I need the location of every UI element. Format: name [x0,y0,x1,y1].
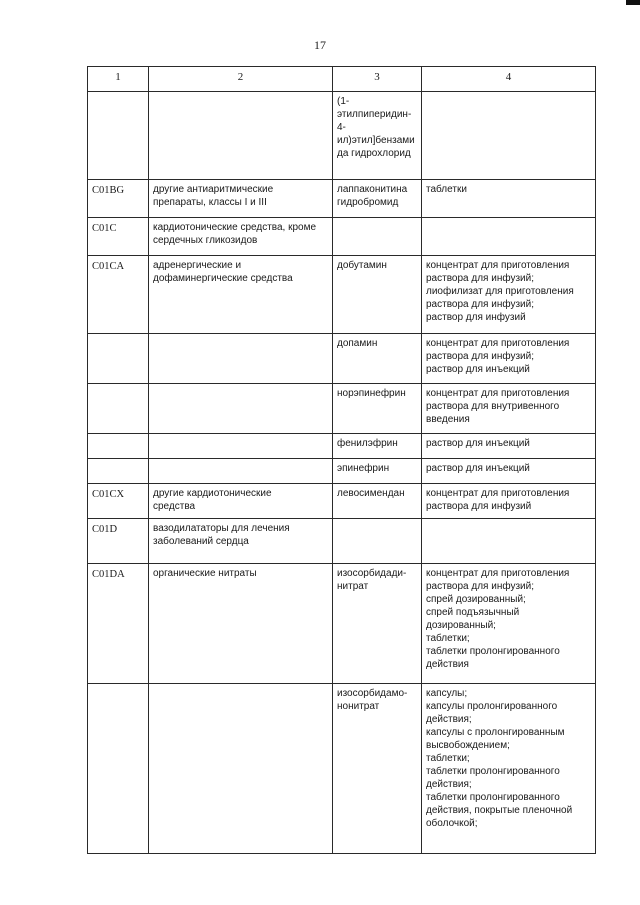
cell-text-line: оболочкой; [426,818,478,829]
dosage-form-cell [422,484,596,519]
cell-text-line: раствора для инфузий; [426,351,534,362]
cell-text-line: капсулы; [426,688,468,699]
cell-text-line: капсулы пролонгированного [426,701,558,712]
cell-text-line: адренергические и [153,260,242,271]
cell-text-line: раствора для инфузий; [426,273,534,284]
cell-text-line: фенилэфрин [337,438,398,449]
cell-text-line: нитрат [337,581,369,592]
atc-code-cell [88,459,149,484]
dosage-form-cell [422,218,596,256]
cell-text-line: вазодилататоры для лечения [153,523,290,534]
column-header: 4 [422,67,596,92]
dosage-form-cell [422,334,596,384]
column-header: 1 [88,67,149,92]
cell-text-line: раствора для внутривенного [426,401,560,412]
cell-text-line: спрей дозированный; [426,594,526,605]
substance-cell [333,484,422,519]
page-number: 17 [314,38,326,52]
cell-text-line: нонитрат [337,701,380,712]
atc-code-cell: C01DA [88,564,149,684]
cell-text-line: изосорбидади- [337,568,407,579]
group-name-cell [149,684,333,854]
substance-cell [333,459,422,484]
substance-cell [333,92,422,180]
group-name-cell [149,434,333,459]
cell-text-line: ил)этил]бензами [337,135,415,146]
cell-text-line: 4- [337,122,346,133]
cell-text-line: концентрат для приготовления [426,568,570,579]
table-row [88,459,596,484]
table-row [88,564,596,684]
dosage-form-cell [422,384,596,434]
header-row [88,67,596,92]
atc-code-cell [88,384,149,434]
cell-text-line: заболеваний сердца [153,536,249,547]
cell-text-line: действия; [426,714,472,725]
substance-cell [333,384,422,434]
cell-text-line: раствор для инфузий [426,312,526,323]
cell-text-line: этилпиперидин- [337,109,412,120]
substance-cell [333,519,422,564]
cell-text-line: допамин [337,338,378,349]
cell-text-line: таблетки; [426,633,470,644]
cell-text-line: таблетки [426,184,467,195]
atc-code-cell [88,684,149,854]
substance-cell [333,434,422,459]
table-row [88,334,596,384]
cell-text-line: капсулы с пролонгированным [426,727,565,738]
group-name-cell [149,92,333,180]
substance-cell [333,684,422,854]
cell-text-line: изосорбидамо- [337,688,408,699]
cell-text-line: раствор для инъекций [426,463,530,474]
cell-text-line: препараты, классы I и III [153,197,267,208]
atc-code-cell: C01C [88,218,149,256]
cell-text-line: введения [426,414,470,425]
cell-text-line: раствора для инфузий [426,501,532,512]
cell-text-line: таблетки пролонгированного [426,766,560,777]
cell-text-line: другие антиаритмические [153,184,274,195]
cell-text-line: гидробромид [337,197,399,208]
scan-corner-mark [626,0,640,5]
cell-text-line: добутамин [337,260,387,271]
cell-text-line: высвобождением; [426,740,510,751]
table-row [88,434,596,459]
cell-text-line: другие кардиотонические [153,488,272,499]
cell-text-line: лиофилизат для приготовления [426,286,574,297]
cell-text-line: раствор для инъекций [426,364,530,375]
cell-text-line: таблетки пролонгированного [426,792,560,803]
cell-text-line: действия, покрытые пленочной [426,805,573,816]
dosage-form-cell [422,256,596,334]
dosage-form-cell [422,92,596,180]
cell-text-line: левосимендан [337,488,405,499]
column-header: 2 [149,67,333,92]
group-name-cell [149,384,333,434]
dosage-form-cell [422,684,596,854]
cell-text-line: действия [426,659,469,670]
atc-code-cell: C01BG [88,180,149,218]
cell-text-line: таблетки пролонгированного [426,646,560,657]
atc-code-cell [88,92,149,180]
cell-text-line: раствора для инфузий; [426,581,534,592]
cell-text-line: спрей подъязычный [426,607,520,618]
substance-cell [333,564,422,684]
cell-text-line: средства [153,501,196,512]
cell-text-line: раствора для инфузий; [426,299,534,310]
cell-text-line: раствор для инъекций [426,438,530,449]
table-row [88,519,596,564]
cell-text-line: концентрат для приготовления [426,260,570,271]
atc-code-cell: C01CX [88,484,149,519]
table-row [88,218,596,256]
cell-text-line: (1- [337,96,350,107]
atc-code-cell [88,434,149,459]
cell-text-line: таблетки; [426,753,470,764]
dosage-form-cell [422,564,596,684]
group-name-cell [149,484,333,519]
table-row [88,92,596,180]
table-row [88,684,596,854]
cell-text-line: да гидрохлорид [337,148,411,159]
group-name-cell [149,334,333,384]
group-name-cell [149,519,333,564]
dosage-form-cell [422,459,596,484]
group-name-cell [149,218,333,256]
cell-text-line: норэпинефрин [337,388,406,399]
substance-cell [333,180,422,218]
table-row [88,484,596,519]
cell-text-line: органические нитраты [153,568,257,579]
cell-text-line: концентрат для приготовления [426,338,570,349]
group-name-cell [149,180,333,218]
table-body [88,92,596,854]
atc-code-cell [88,334,149,384]
cell-text-line: действия; [426,779,472,790]
group-name-cell [149,564,333,684]
dosage-form-cell [422,180,596,218]
cell-text-line: дофаминергические средства [153,273,293,284]
dosage-form-cell [422,434,596,459]
substance-cell [333,334,422,384]
cell-text-line: эпинефрин [337,463,390,474]
drug-classification-table [87,66,596,854]
cell-text-line: лаппаконитина [337,184,408,195]
dosage-form-cell [422,519,596,564]
cell-text-line: концентрат для приготовления [426,488,570,499]
substance-cell [333,218,422,256]
table-row [88,384,596,434]
table-row [88,256,596,334]
atc-code-cell: C01CA [88,256,149,334]
substance-cell [333,256,422,334]
group-name-cell [149,459,333,484]
cell-text-line: сердечных гликозидов [153,235,258,246]
column-header: 3 [333,67,422,92]
cell-text-line: кардиотонические средства, кроме [153,222,317,233]
cell-text-line: концентрат для приготовления [426,388,570,399]
group-name-cell [149,256,333,334]
cell-text-line: дозированный; [426,620,496,631]
atc-code-cell: C01D [88,519,149,564]
table-row [88,180,596,218]
